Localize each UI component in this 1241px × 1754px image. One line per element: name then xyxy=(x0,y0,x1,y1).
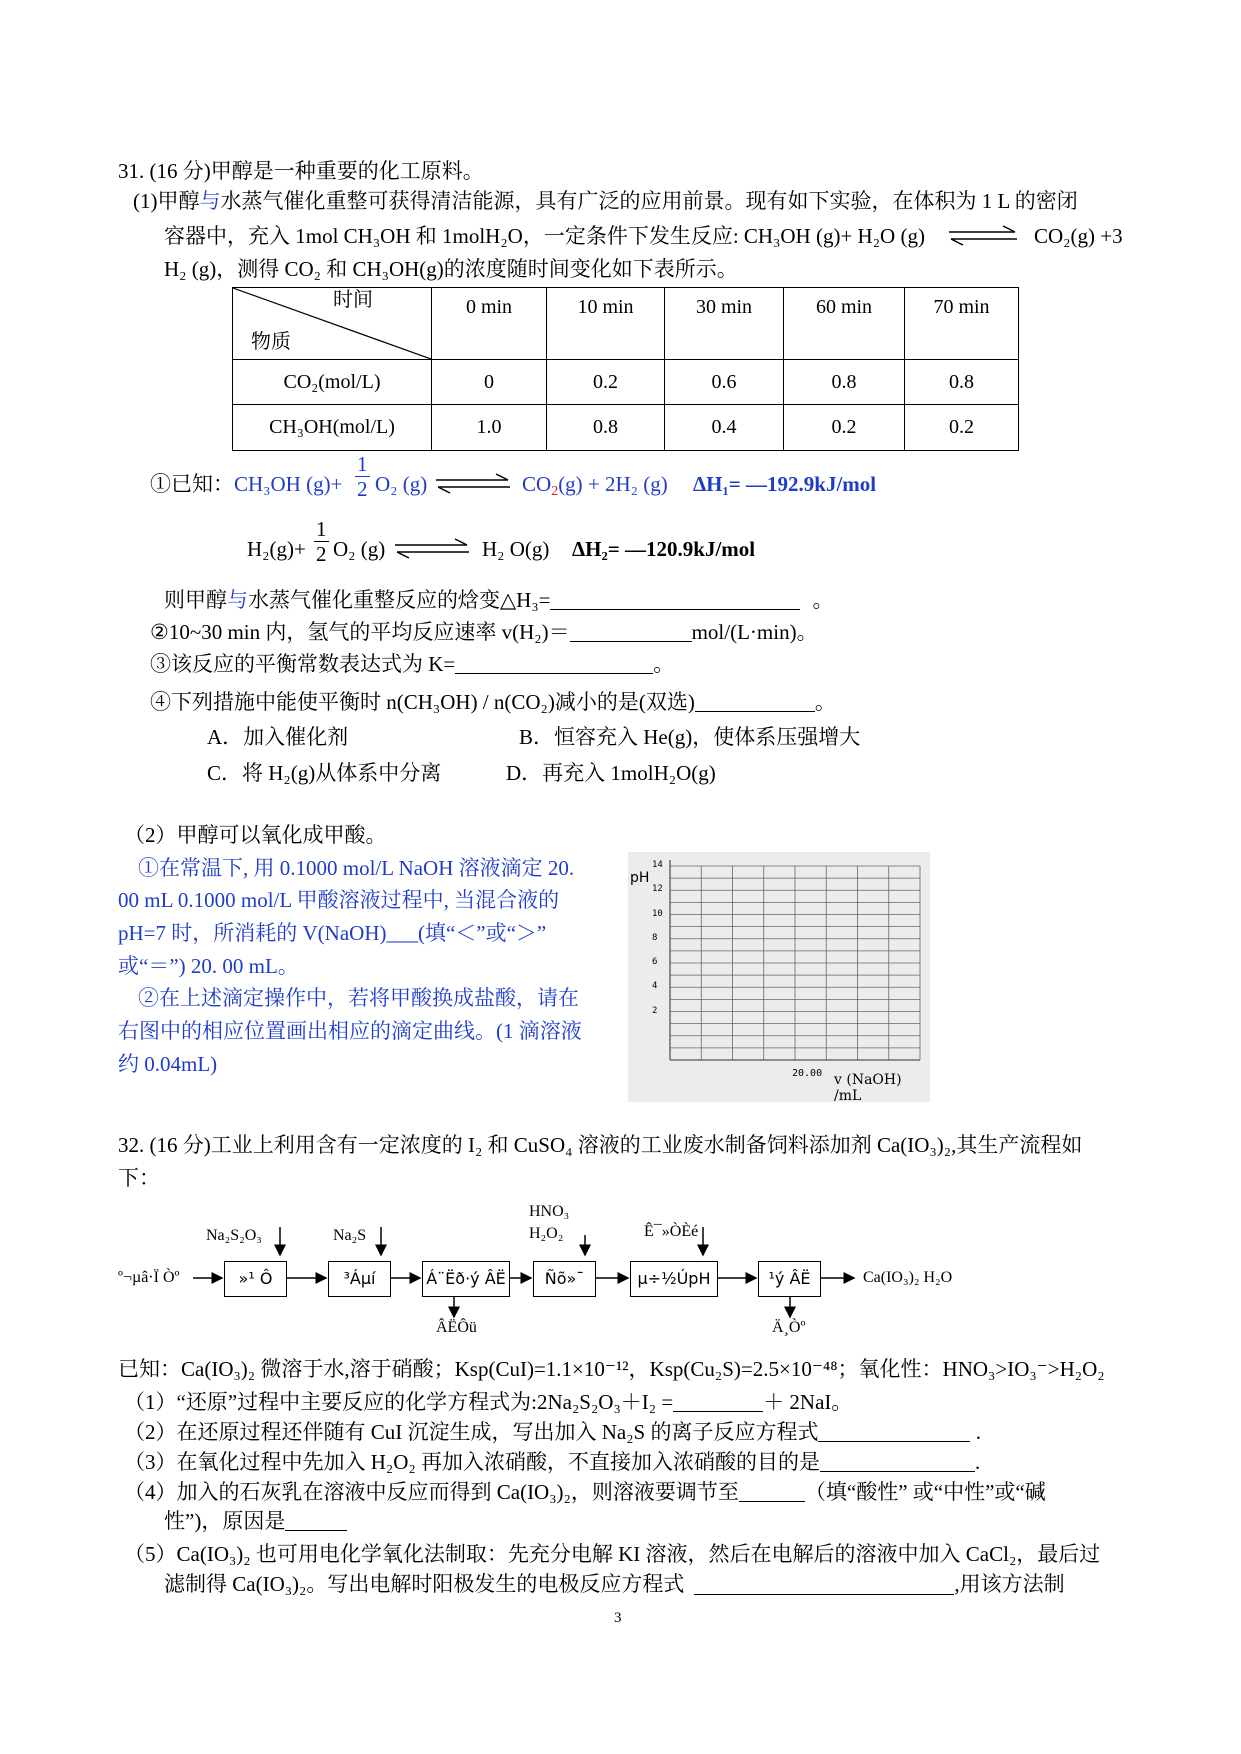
q32-sub3: （3）在氧化过程中先加入 H₂O₂ 再加入浓硝酸，不直接加入浓硝酸的目的是 . xyxy=(124,1450,981,1474)
reagent-na2s2o3: Na₂S₂O₃ xyxy=(206,1227,262,1244)
graph-ytick: 4 xyxy=(652,981,658,992)
flow-step-filter-2: ¹ý ÂË xyxy=(758,1261,821,1297)
table-cell: 0.8 xyxy=(547,405,665,451)
graph-ytick: 12 xyxy=(652,884,663,895)
reagent-lime: Ê¯»ÒÈé xyxy=(644,1223,699,1240)
q32-sub5: （5）Ca(IO₃)₂ 也可用电化学氧化法制取：先充分电解 KI 溶液，然后在电解后的溶液中加入 CaCl₂，最后过 xyxy=(124,1542,1101,1566)
answer-blank[interactable] xyxy=(285,1510,347,1531)
known-label: ①已知：CH₃OH (g)+ xyxy=(150,472,343,496)
eq2-enthalpy: ΔH₂= —120.9kJ/mol xyxy=(572,537,756,561)
graph-ytick: 2 xyxy=(652,1005,658,1016)
page-number: 3 xyxy=(614,1610,622,1626)
q31-p1-line2: 容器中，充入 1mol CH₃OH 和 1molH₂O，一定条件下发生反应: CH₃OH (g)+ H₂O (g) xyxy=(164,224,925,248)
table-cell: 1.0 xyxy=(432,405,547,451)
equilibrium-arrow-icon xyxy=(393,537,471,559)
p2-text-line: 约 0.04mL) xyxy=(118,1052,218,1076)
flow-end-product: Ca(IO₃)₂ H₂O xyxy=(863,1269,953,1286)
concentration-table xyxy=(232,287,1019,451)
process-flow xyxy=(118,1195,1018,1335)
table-cell: 0.6 xyxy=(665,360,784,405)
table-col-header: 10 min xyxy=(547,288,665,360)
table-corner-substance: 物质 xyxy=(251,331,291,353)
p2-text-line: 右图中的相应位置画出相应的滴定曲线。(1 滴溶液 xyxy=(118,1019,582,1043)
graph-xlabel: v (NaOH) /mL xyxy=(834,1072,902,1104)
table-col-header: 60 min xyxy=(784,288,905,360)
graph-ytick: 6 xyxy=(652,957,658,967)
answer-blank[interactable] xyxy=(820,1451,975,1472)
eq2-left: H₂(g)+ xyxy=(247,537,306,561)
answer-blank[interactable] xyxy=(694,1574,954,1595)
graph-xtick: 20.00 xyxy=(792,1068,823,1079)
table-col-header: 30 min xyxy=(665,288,784,360)
reagent-hno3: HNO₃ xyxy=(529,1203,570,1220)
answer-blank[interactable] xyxy=(739,1481,805,1502)
q32-header: 32. (16 分)工业上利用含有一定浓度的 I₂ 和 CuSO₄ 溶液的工业废水制备饲料添加剂 Ca(IO₃)₂,其生产流程如 xyxy=(118,1133,1083,1157)
equilibrium-arrow-icon xyxy=(947,224,1019,246)
table-cell: 0.2 xyxy=(784,405,905,451)
flow-step-filter: Á¨Ëð·ý ÂË xyxy=(422,1261,510,1297)
half-fraction: $\frac{1}{2}$ xyxy=(316,517,327,566)
graph-ytick: 14 xyxy=(652,860,663,870)
graph-ylabel: pH xyxy=(630,870,650,886)
table-col-header: 70 min xyxy=(905,288,1019,360)
eq1-enthalpy: ΔH₁= —192.9kJ/mol xyxy=(693,472,877,496)
q31-p1-line2-right: CO₂(g) +3 xyxy=(1034,224,1123,248)
answer-blank[interactable] xyxy=(673,1391,763,1412)
q32-sub1: （1）“还原”过程中主要反应的化学方程式为:2Na₂S₂O₃＋I₂ = ＋ 2NaI。 xyxy=(124,1390,853,1414)
q32-header-cont: 下： xyxy=(118,1166,160,1190)
q31-p1-line3: H₂ (g)，测得 CO₂ 和 CH₃OH(g)的浓度随时间变化如下表所示。 xyxy=(164,257,738,281)
answer-blank[interactable] xyxy=(818,1421,970,1442)
table-col-header: 0 min xyxy=(432,288,547,360)
answer-blank[interactable] xyxy=(695,691,815,712)
answer-blank[interactable] xyxy=(570,621,692,642)
q32-sub5-cont: 滤制得 Ca(IO₃)₂。写出电解时阳极发生的电极反应方程式 ,用该方法制 xyxy=(164,1572,1065,1596)
option-a[interactable]: A．加入催化剂 xyxy=(207,725,349,749)
output-mother-liquor: Ä¸Òº xyxy=(772,1319,806,1336)
p2-text-line: ②在上述滴定操作中，若将甲酸换成盐酸，请在 xyxy=(138,986,579,1010)
table-row-label: CO₂(mol/L) xyxy=(233,360,432,405)
graph-ytick: 10 xyxy=(652,908,663,919)
graph-ytick: 8 xyxy=(652,932,658,943)
q31-p1-line1: (1)甲醇与水蒸气催化重整可获得清洁能源，具有广泛的应用前景。现有如下实验，在体积为 1 L 的密闭 xyxy=(133,189,1078,213)
flow-start: º¬µâ·Ï Òº xyxy=(118,1269,180,1286)
q-rate: ②10~30 min 内，氢气的平均反应速率 v(H₂)＝ mol/(L·min)。 xyxy=(150,620,818,644)
eq1-right: $CO_2(g) + 2H_2$ (g) xyxy=(522,472,668,499)
option-b[interactable]: B．恒容充入 He(g)，使体系压强增大 xyxy=(519,725,861,749)
p2-text-line: ①在常温下, 用 0.1000 mol/L NaOH 溶液滴定 20. xyxy=(138,856,575,880)
half-fraction: $\frac{1}{2}$ xyxy=(357,452,368,501)
flow-step-oxidize: Ñõ»¯ xyxy=(533,1261,596,1297)
table-cell: 0.2 xyxy=(905,405,1019,451)
flow-step-reduce: »¹ Ô xyxy=(224,1261,287,1297)
q32-sub2: （2）在还原过程还伴随有 CuI 沉淀生成，写出加入 Na₂S 的离子反应方程式 . xyxy=(124,1420,981,1444)
table-corner-cell xyxy=(233,288,432,360)
titration-graph[interactable] xyxy=(628,852,930,1102)
q-ratio: ④下列措施中能使平衡时 n(CH₃OH) / n(CO₂)减小的是(双选) 。 xyxy=(150,690,836,714)
answer-blank[interactable] xyxy=(455,653,653,674)
table-cell: 0 xyxy=(432,360,547,405)
table-cell: 0.2 xyxy=(547,360,665,405)
reagent-h2o2: H₂O₂ xyxy=(529,1225,564,1242)
option-c[interactable]: C．将 H₂(g)从体系中分离 xyxy=(207,761,442,785)
table-cell: 0.8 xyxy=(905,360,1019,405)
equilibrium-arrow-icon xyxy=(434,472,512,494)
table-cell: 0.4 xyxy=(665,405,784,451)
q-equilibrium-constant: ③该反应的平衡常数表达式为 K= 。 xyxy=(150,652,675,676)
q-enthalpy-dh3: 则甲醇与水蒸气催化重整反应的焓变△H₃= 。 xyxy=(164,588,834,612)
eq2-right: H₂ O(g) xyxy=(482,537,550,561)
q32-known: 已知：Ca(IO₃)₂ 微溶于水,溶于硝酸；Ksp(CuI)=1.1×10⁻¹²，Ksp(Cu₂S)=2.5×10⁻⁴⁸；氧化性：HNO₃>IO₃⁻>H₂O₂ xyxy=(118,1357,1105,1381)
titration-grid xyxy=(628,852,930,1102)
q31-header: 31. (16 分)甲醇是一种重要的化工原料。 xyxy=(118,159,484,183)
table-corner-time: 时间 xyxy=(333,289,373,311)
p2-text-line: 00 mL 0.1000 mol/L 甲酸溶液过程中, 当混合液的 xyxy=(118,888,560,912)
table-cell: 0.8 xyxy=(784,360,905,405)
flow-step-adjust-ph: µ÷½ÚpH xyxy=(630,1261,718,1297)
table-row xyxy=(233,405,1019,451)
flow-step-precipitate: ³Áµí xyxy=(328,1261,391,1297)
reagent-na2s: Na₂S xyxy=(333,1227,367,1244)
option-d[interactable]: D．再充入 1molH₂O(g) xyxy=(506,761,716,785)
p2-text-line: 或“＝”) 20. 00 mL。 xyxy=(118,954,299,978)
q32-sub4-cont: 性”)，原因是 xyxy=(164,1508,347,1534)
table-row xyxy=(233,360,1019,405)
eq1-o2: O₂ (g) xyxy=(375,472,428,496)
p2-text-line: pH=7 时，所消耗的 V(NaOH)___(填“＜”或“＞” xyxy=(118,921,547,945)
table-row-label: CH₃OH(mol/L) xyxy=(233,405,432,451)
output-residue: ÂËÔü xyxy=(436,1319,477,1336)
q32-sub4: （4）加入的石灰乳在溶液中反应而得到 Ca(IO₃)₂，则溶液要调节至 （填“酸性” 或“中性”或“碱 xyxy=(124,1480,1046,1504)
q31-p2-header: （2）甲醇可以氧化成甲酸。 xyxy=(124,823,387,847)
eq2-o2: O₂ (g) xyxy=(333,537,386,561)
answer-blank[interactable] xyxy=(550,589,800,610)
